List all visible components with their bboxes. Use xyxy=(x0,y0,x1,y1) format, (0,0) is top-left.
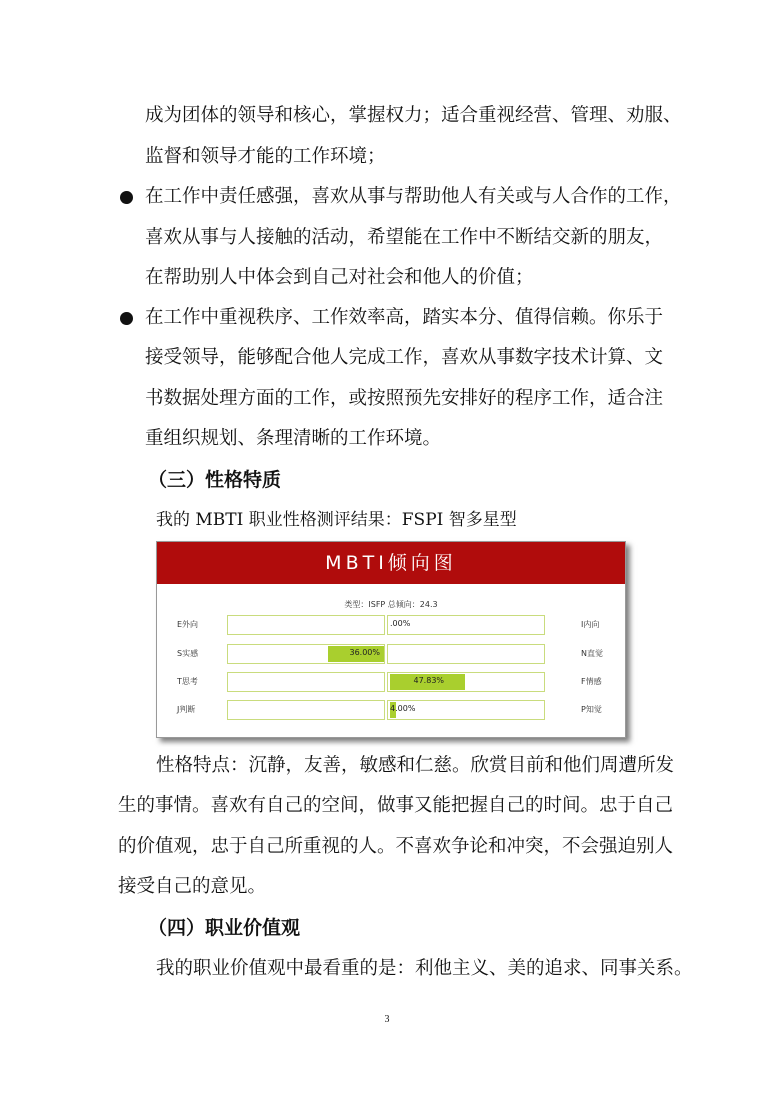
mbti-value-label: .00% xyxy=(390,619,411,628)
text-line: 喜欢从事与人接触的活动，希望能在工作中不断结交新的朋友， xyxy=(145,227,664,248)
text-line: 成为团体的领导和核心，掌握权力；适合重视经营、管理、劝服、 xyxy=(145,105,682,126)
mbti-value-label: 47.83% xyxy=(413,676,445,685)
mbti-right-label: F情感 xyxy=(581,677,602,686)
text-line: 生的事情。喜欢有自己的空间，做事又能把握自己的时间。忠于自己 xyxy=(118,795,674,816)
mbti-value-label: 36.00% xyxy=(349,648,380,657)
mbti-row xyxy=(157,672,625,692)
section-heading-4: （四）职业价值观 xyxy=(148,917,301,939)
mbti-left-label: E外向 xyxy=(177,620,199,629)
section-heading-3: （三）性格特质 xyxy=(148,469,282,491)
mbti-type-line: 类型：ISFP 总倾向：24.3 xyxy=(344,600,438,609)
bullet-icon xyxy=(120,312,133,325)
mbti-left-track xyxy=(227,615,385,635)
text-line: 监督和领导才能的工作环境； xyxy=(145,146,386,167)
mbti-left-label: S实感 xyxy=(177,649,199,658)
text-line: 我的职业价值观中最看重的是：利他主义、美的追求、同事关系。 xyxy=(156,958,693,979)
mbti-right-track xyxy=(387,700,545,720)
mbti-left-label: J判断 xyxy=(177,705,196,714)
mbti-left-label: T思考 xyxy=(177,677,198,686)
mbti-chart-title: MBTI倾向图 xyxy=(157,542,625,584)
mbti-row xyxy=(157,615,625,635)
mbti-right-track xyxy=(387,644,545,664)
text-line: 性格特点：沉静，友善，敏感和仁慈。欣赏目前和他们周遭所发 xyxy=(156,755,675,776)
mbti-result-line: 我的 MBTI 职业性格测评结果：FSPI 智多星型 xyxy=(156,510,517,530)
text-line: 书数据处理方面的工作，或按照预先安排好的程序工作，适合注 xyxy=(145,388,664,409)
mbti-left-track xyxy=(227,672,385,692)
page-number: 3 xyxy=(384,1014,390,1025)
text-line: 接受领导，能够配合他人完成工作，喜欢从事数字技术计算、文 xyxy=(145,347,664,368)
text-line: 在工作中重视秩序、工作效率高，踏实本分、值得信赖。你乐于 xyxy=(145,307,664,328)
mbti-value-label: 4.00% xyxy=(390,704,416,713)
mbti-right-label: P知觉 xyxy=(581,705,602,714)
mbti-row xyxy=(157,644,625,664)
mbti-right-track xyxy=(387,615,545,635)
mbti-right-track xyxy=(387,672,545,692)
text-line: 的价值观，忠于自己所重视的人。不喜欢争论和冲突，不会强迫别人 xyxy=(118,836,674,857)
mbti-chart xyxy=(156,541,626,738)
mbti-left-track xyxy=(227,644,385,664)
text-line: 接受自己的意见。 xyxy=(118,876,267,897)
bullet-icon xyxy=(120,191,133,204)
mbti-left-track xyxy=(227,700,385,720)
mbti-right-label: I内向 xyxy=(581,620,600,629)
text-line: 重组织规划、条理清晰的工作环境。 xyxy=(145,428,442,449)
mbti-right-label: N直觉 xyxy=(581,649,603,658)
text-line: 在工作中责任感强，喜欢从事与帮助他人有关或与人合作的工作， xyxy=(145,186,682,207)
mbti-row xyxy=(157,700,625,720)
text-line: 在帮助别人中体会到自己对社会和他人的价值； xyxy=(145,267,534,288)
